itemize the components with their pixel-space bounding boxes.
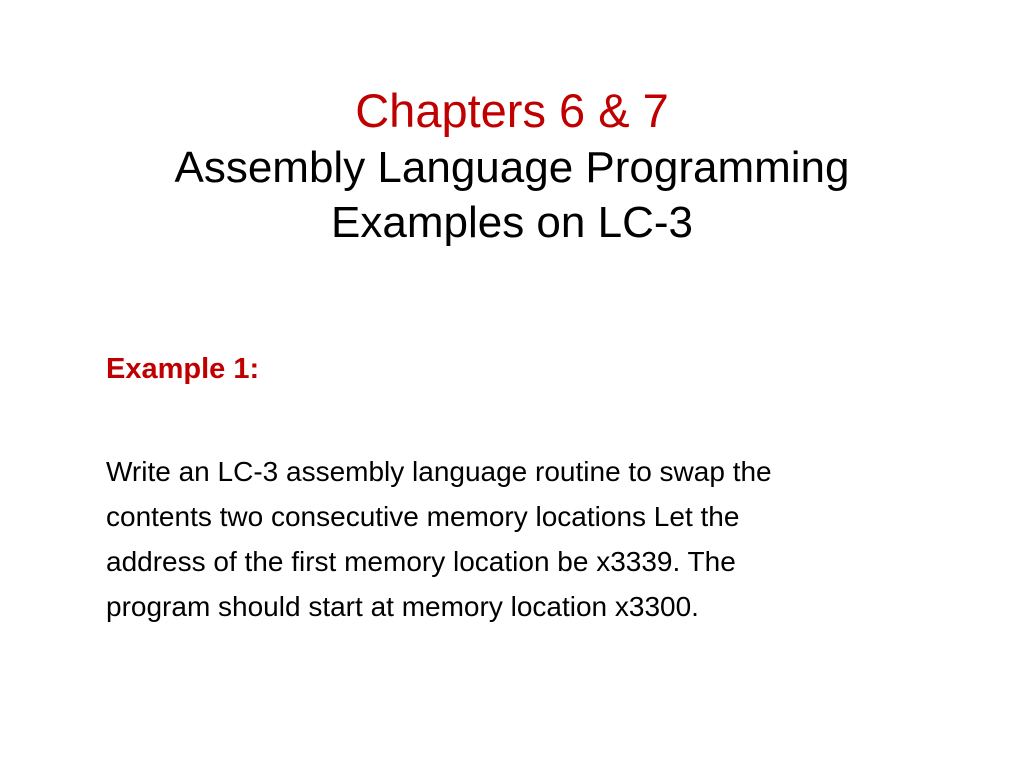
slide-subtitle-line-1: Assembly Language Programming — [174, 143, 850, 192]
title-block — [0, 82, 1024, 250]
description-line-4: program should start at memory location x3300. — [106, 591, 699, 622]
description-line-1: Write an LC-3 assembly language routine to swap the — [106, 456, 772, 487]
description-line-2: contents two consecutive memory locations Let the — [106, 501, 740, 532]
description-line-3: address of the first memory location be x3339. The — [106, 546, 736, 577]
slide-title: Chapters 6 & 7 — [355, 84, 669, 137]
example-description — [106, 449, 966, 629]
slide-subtitle-line-2: Examples on LC-3 — [331, 198, 693, 247]
example-heading: Example 1: — [106, 353, 260, 385]
